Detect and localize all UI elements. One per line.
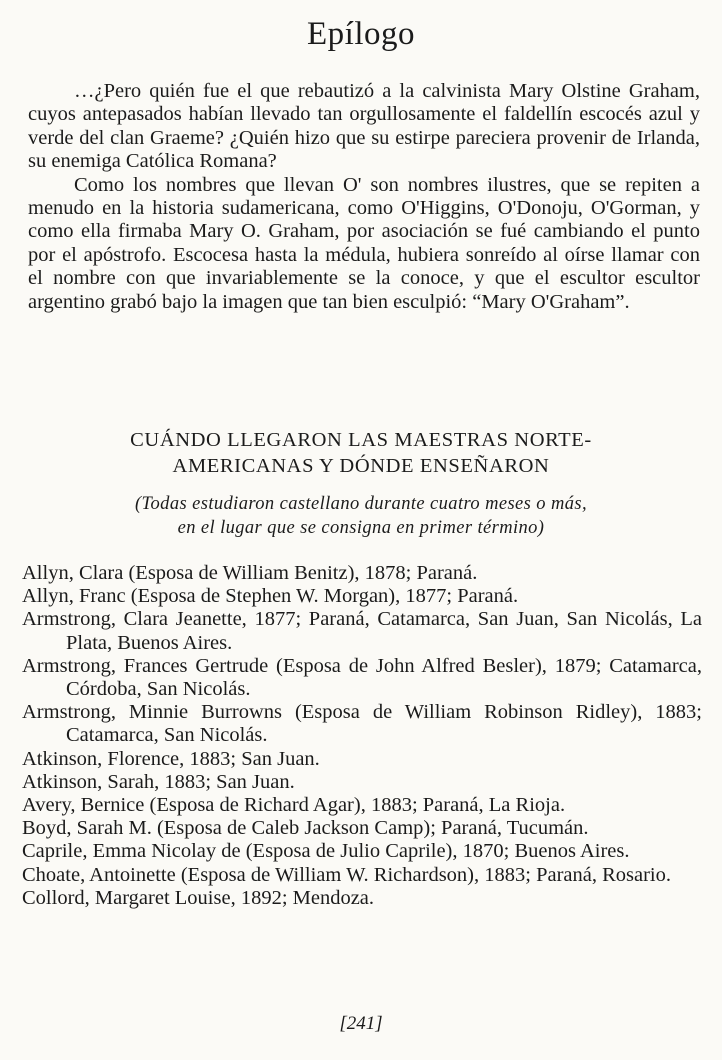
list-item: Collord, Margaret Louise, 1892; Mendoza. xyxy=(22,886,375,909)
section-note-line: (Todas estudiaron castellano durante cuatro meses o más, xyxy=(134,494,587,514)
list-item: Armstrong, Minnie Burrowns (Esposa de William Robinson Ridley), 1883; Catamarca, San Nicolás. xyxy=(22,701,702,747)
intro-paragraph: …¿Pero quién fue el que rebautizó a la calvinista Mary Olstine Graham, cuyos antepasados habían llevado tan orgullosamente el faldellín escocés azul y verde del clan Graeme? ¿Quién hizo que su estirpe pareciera provenir de Irlanda, su enemiga Católica Romana? xyxy=(28,80,700,173)
intro-paragraph: Como los nombres que llevan O' son nombres ilustres, que se repiten a menudo en la historia sudamericana, como O'Higgins, O'Donoju, O'Gorman, y como ella firmaba Mary O. Graham, por asociación se fué cambiando el punto por el apóstrofo. Escocesa hasta la médula, hubiera sonreído al oírse llamar con el nombre con que invariablemente se la conoce, y que el escultor escultor argentino grabó bajo la imagen que tan bien esculpió: “Mary O'Graham”. xyxy=(28,173,700,313)
section-heading-line: CUÁNDO LLEGARON LAS MAESTRAS NORTE- xyxy=(130,429,592,451)
section-heading-line: AMERICANAS Y DÓNDE ENSEÑARON xyxy=(172,455,550,477)
section-note xyxy=(0,492,722,540)
section-note-line: en el lugar que se consigna en primer término) xyxy=(177,518,545,538)
list-item: Avery, Bernice (Esposa de Richard Agar), 1883; Paraná, La Rioja. xyxy=(22,794,566,817)
list-item: Allyn, Clara (Esposa de William Benitz), 1878; Paraná. xyxy=(22,562,478,584)
list-item: Armstrong, Clara Jeanette, 1877; Paraná, Catamarca, San Juan, San Nicolás, La Plata, Buenos Aires. xyxy=(22,608,702,654)
teacher-list xyxy=(22,562,702,910)
list-item: Caprile, Emma Nicolay de (Esposa de Julio Caprile), 1870; Buenos Aires. xyxy=(22,840,630,863)
section-heading xyxy=(0,427,722,479)
list-item: Boyd, Sarah M. (Esposa de Caleb Jackson Camp); Paraná, Tucumán. xyxy=(22,817,589,840)
list-item: Allyn, Franc (Esposa de Stephen W. Morgan), 1877; Paraná. xyxy=(22,585,519,608)
list-item: Choate, Antoinette (Esposa de William W. Richardson), 1883; Paraná, Rosario. xyxy=(22,863,671,886)
intro-text xyxy=(28,80,700,314)
list-item: Atkinson, Florence, 1883; San Juan. xyxy=(22,747,320,770)
list-item: Armstrong, Frances Gertrude (Esposa de John Alfred Besler), 1879; Catamarca, Córdoba, San Nicolás. xyxy=(22,654,702,701)
page-number: [241] xyxy=(339,1013,383,1034)
list-item: Atkinson, Sarah, 1883; San Juan. xyxy=(22,770,295,793)
page-title: Epílogo xyxy=(307,16,415,52)
